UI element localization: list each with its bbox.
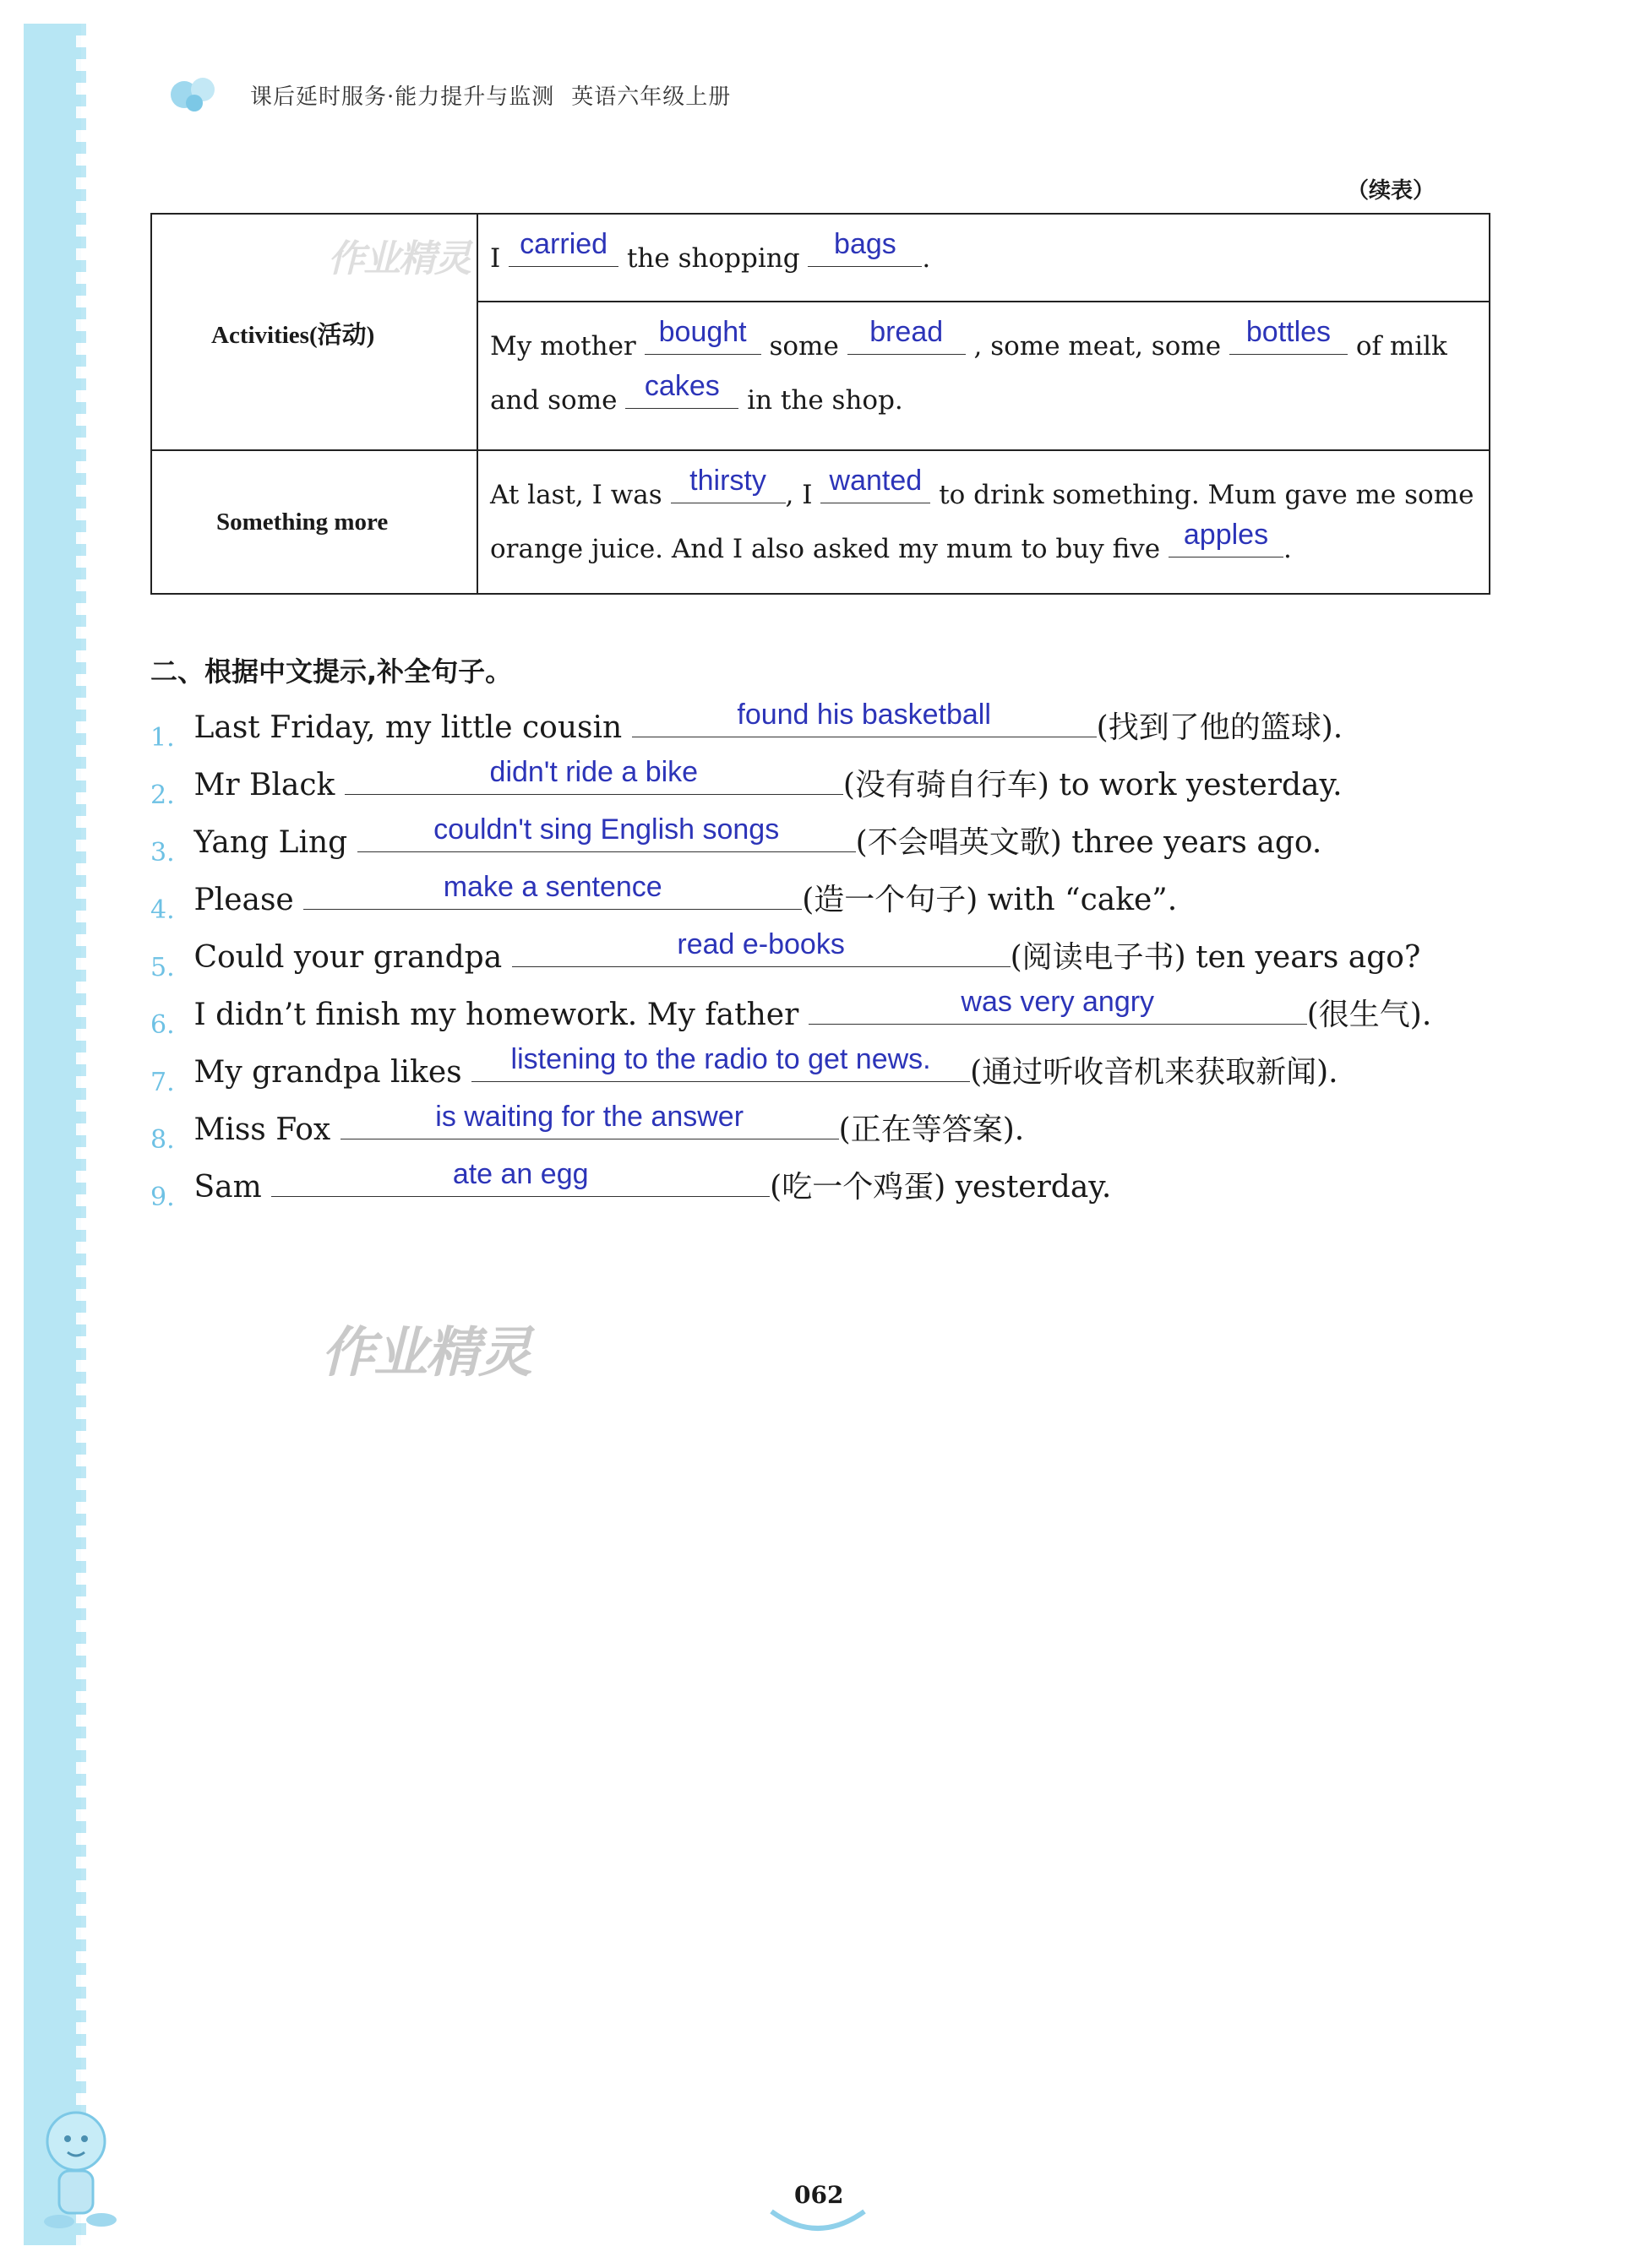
handwritten-answer: listening to the radio to get news. (510, 1043, 931, 1075)
row-label-something-more: Something more (216, 509, 389, 536)
handwritten-answer: is waiting for the answer (435, 1101, 744, 1133)
question-item: 9. Sam ate an egg (吃一个鸡蛋) yesterday. (150, 1158, 1112, 1212)
question-number: 8. (150, 1125, 175, 1155)
page-header (250, 79, 731, 111)
handwritten-answer: carried (520, 228, 608, 260)
question-number: 3. (150, 838, 175, 867)
handwritten-answer: found his basketball (737, 699, 991, 731)
table-divider-row-1 (477, 301, 1489, 302)
handwritten-answer: bottles (1245, 316, 1332, 348)
page-number: 062 (794, 2181, 844, 2209)
question-number: 9. (150, 1183, 175, 1212)
table-line: My mother bought some bread , some meat, some bottles of milk (490, 316, 1447, 362)
question-item: 6. I didn’t finish my homework. My father was very angry (很生气). (150, 986, 1432, 1040)
question-number: 4. (150, 895, 175, 925)
answer-blank[interactable] (808, 228, 922, 267)
question-number: 1. (150, 723, 175, 753)
handwritten-answer: wanted (829, 465, 923, 497)
row-label-activities: Activities(活动) (211, 322, 375, 349)
answer-blank[interactable] (303, 873, 802, 910)
answer-blank[interactable] (632, 701, 1097, 737)
answer-blank[interactable] (512, 928, 1011, 967)
page-number-ornament (767, 2206, 869, 2240)
handwritten-answer: apples (1183, 519, 1269, 551)
handwritten-answer: bought (658, 316, 747, 348)
header-series: 课后延时服务·能力提升与监测 (250, 84, 555, 110)
handwritten-answer: didn't ride a bike (489, 756, 699, 788)
handwritten-answer: bread (869, 316, 944, 348)
question-item: 1. Last Friday, my little cousin found his basketball (找到了他的篮球). (150, 699, 1343, 753)
handwritten-answer: ate an egg (452, 1158, 589, 1190)
question-number: 2. (150, 780, 175, 810)
question-number: 7. (150, 1068, 175, 1097)
answer-blank[interactable] (509, 228, 618, 267)
handwritten-answer: couldn't sing English songs (433, 813, 780, 846)
continued-label: （续表） (1346, 178, 1435, 204)
answer-blank[interactable] (847, 316, 966, 355)
answer-blank[interactable] (341, 1103, 839, 1139)
question-item: 7. My grandpa likes listening to the radio to get news. (通过听收音机来获取新闻). (150, 1043, 1338, 1097)
watermark: 作业精灵 (328, 237, 470, 280)
table-line: I carried the shopping bags . (490, 228, 931, 274)
answer-blank[interactable] (809, 988, 1307, 1025)
question-item: 8. Miss Fox is waiting for the answer (正在等答案). (150, 1101, 1025, 1155)
answer-blank[interactable] (345, 756, 843, 795)
section-2-title: 二、根据中文提示,补全句子。 (150, 655, 513, 688)
answer-blank[interactable] (471, 1043, 970, 1082)
side-strip-wavy-edge (76, 24, 86, 2245)
answer-blank[interactable] (820, 465, 930, 503)
handwritten-answer: bags (834, 228, 896, 260)
table-line: and some cakes in the shop. (490, 370, 903, 416)
answer-blank[interactable] (625, 370, 738, 409)
watermark: 作业精灵 (321, 1322, 531, 1384)
question-item: 4. Please make a sentence (造一个句子) with “cake”. (150, 871, 1178, 925)
handwritten-answer: cakes (644, 370, 720, 402)
handwritten-answer: thirsty (689, 465, 766, 497)
answer-blank[interactable] (271, 1158, 770, 1197)
answer-blank[interactable] (1229, 316, 1348, 355)
answer-blank[interactable] (645, 316, 761, 355)
question-item: 2. Mr Black didn't ride a bike (没有骑自行车) to work yesterday. (150, 756, 1343, 810)
side-decoration-strip (24, 24, 81, 2245)
answer-blank[interactable] (1169, 519, 1283, 557)
question-item: 3. Yang Ling couldn't sing English songs (不会唱英文歌) three years ago. (150, 813, 1322, 867)
bubble-logo-icon (166, 69, 233, 120)
header-subject: 英语六年级上册 (571, 84, 732, 110)
question-number: 5. (150, 953, 175, 982)
table-divider-vertical (477, 215, 478, 593)
answer-blank[interactable] (357, 813, 856, 852)
question-item: 5. Could your grandpa read e-books (阅读电子书) ten years ago? (150, 928, 1421, 982)
table-line: At last, I was thirsty , I wanted to drink something. Mum gave me some (490, 465, 1474, 510)
cartoon-kid-icon (34, 2103, 127, 2238)
question-number: 6. (150, 1010, 175, 1040)
answer-blank[interactable] (671, 465, 786, 503)
table-divider-row-2 (152, 449, 1489, 451)
table-line: orange juice. And I also asked my mum to buy five apples . (490, 519, 1292, 564)
handwritten-answer: read e-books (677, 928, 845, 960)
handwritten-answer: was very angry (961, 986, 1155, 1018)
handwritten-answer: make a sentence (443, 871, 662, 903)
